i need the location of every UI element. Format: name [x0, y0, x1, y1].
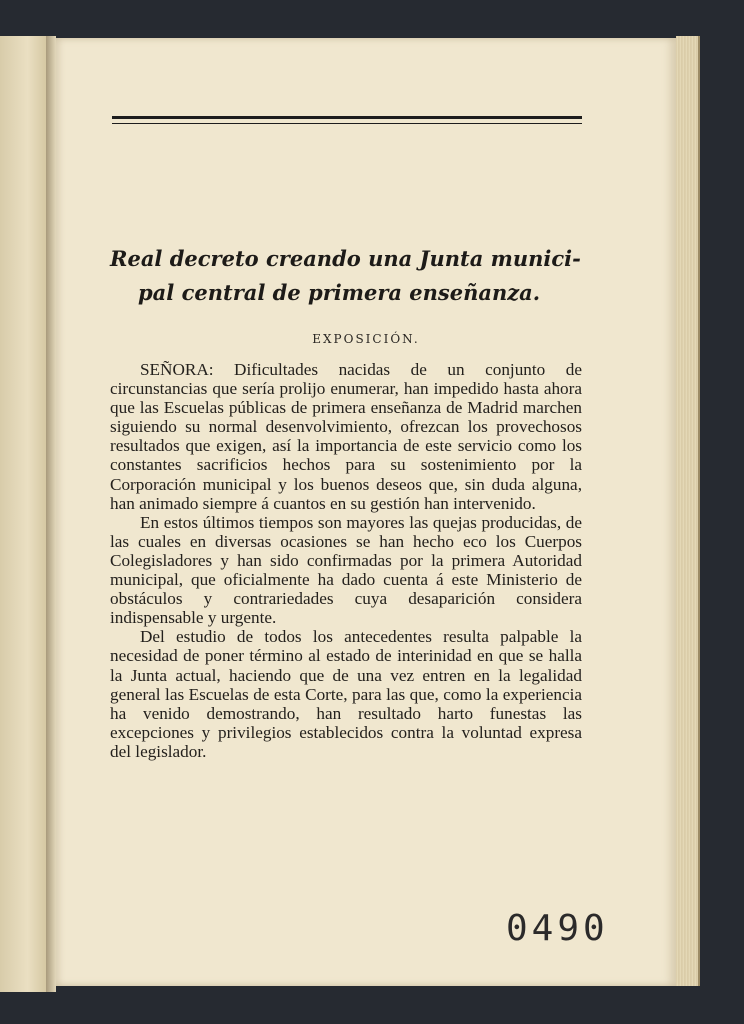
- paragraph-2: En estos últimos tiempos son mayores las quejas producidas, de las cuales en diversas ocasiones se han hecho eco los Cuerpos Colegisladores y han sido confirmadas por la primera Autoridad municipal, que oficialmente ha dado cuenta á este Ministerio de obstáculos y contrariedades cuya desaparición considera indispensable y urgente.: [110, 512, 582, 628]
- header-rule-thin: [112, 123, 582, 124]
- body-text: [110, 360, 582, 761]
- page-block-edge: [676, 36, 700, 986]
- section-heading: EXPOSICIÓN.: [312, 332, 420, 346]
- paragraph-1: SEÑORA: Dificultades nacidas de un conjunto de circunstancias que sería prolijo enumerar, han impedido hasta ahora que las Escuelas públicas de primera enseñanza de Madrid marchen siguiendo su normal desenvolvimiento, ofrezcan los provechosos resultados que exigen, así la importancia de este servicio como los constantes sacrificios hechos para su sostenimiento por la Corporación municipal y los buenos deseos que, sin duda alguna, han animado siempre á cuantos en su gestión han intervenido.: [110, 360, 582, 513]
- book-page: [56, 38, 676, 986]
- facing-page-edge: [0, 36, 48, 992]
- folio-stamp: 0490: [506, 908, 609, 949]
- paragraph-3: Del estudio de todos los antecedentes resulta palpable la necesidad de poner término al estado de interinidad en que se halla la Junta actual, haciendo que de una vez entren en la legalidad general las Escuelas de esta Corte, para las que, como la experiencia ha venido demostrando, han resultado harto funestas las excepciones y privilegios establecidos contra la voluntad expresa del legislador.: [110, 627, 582, 761]
- header-rule-thick: [112, 116, 582, 119]
- book-gutter: [46, 36, 56, 992]
- document-title: [110, 242, 588, 310]
- title-line-2: pal central de primera enseñanza.: [138, 280, 541, 305]
- title-line-1: Real decreto creando una Junta munici-: [110, 246, 581, 271]
